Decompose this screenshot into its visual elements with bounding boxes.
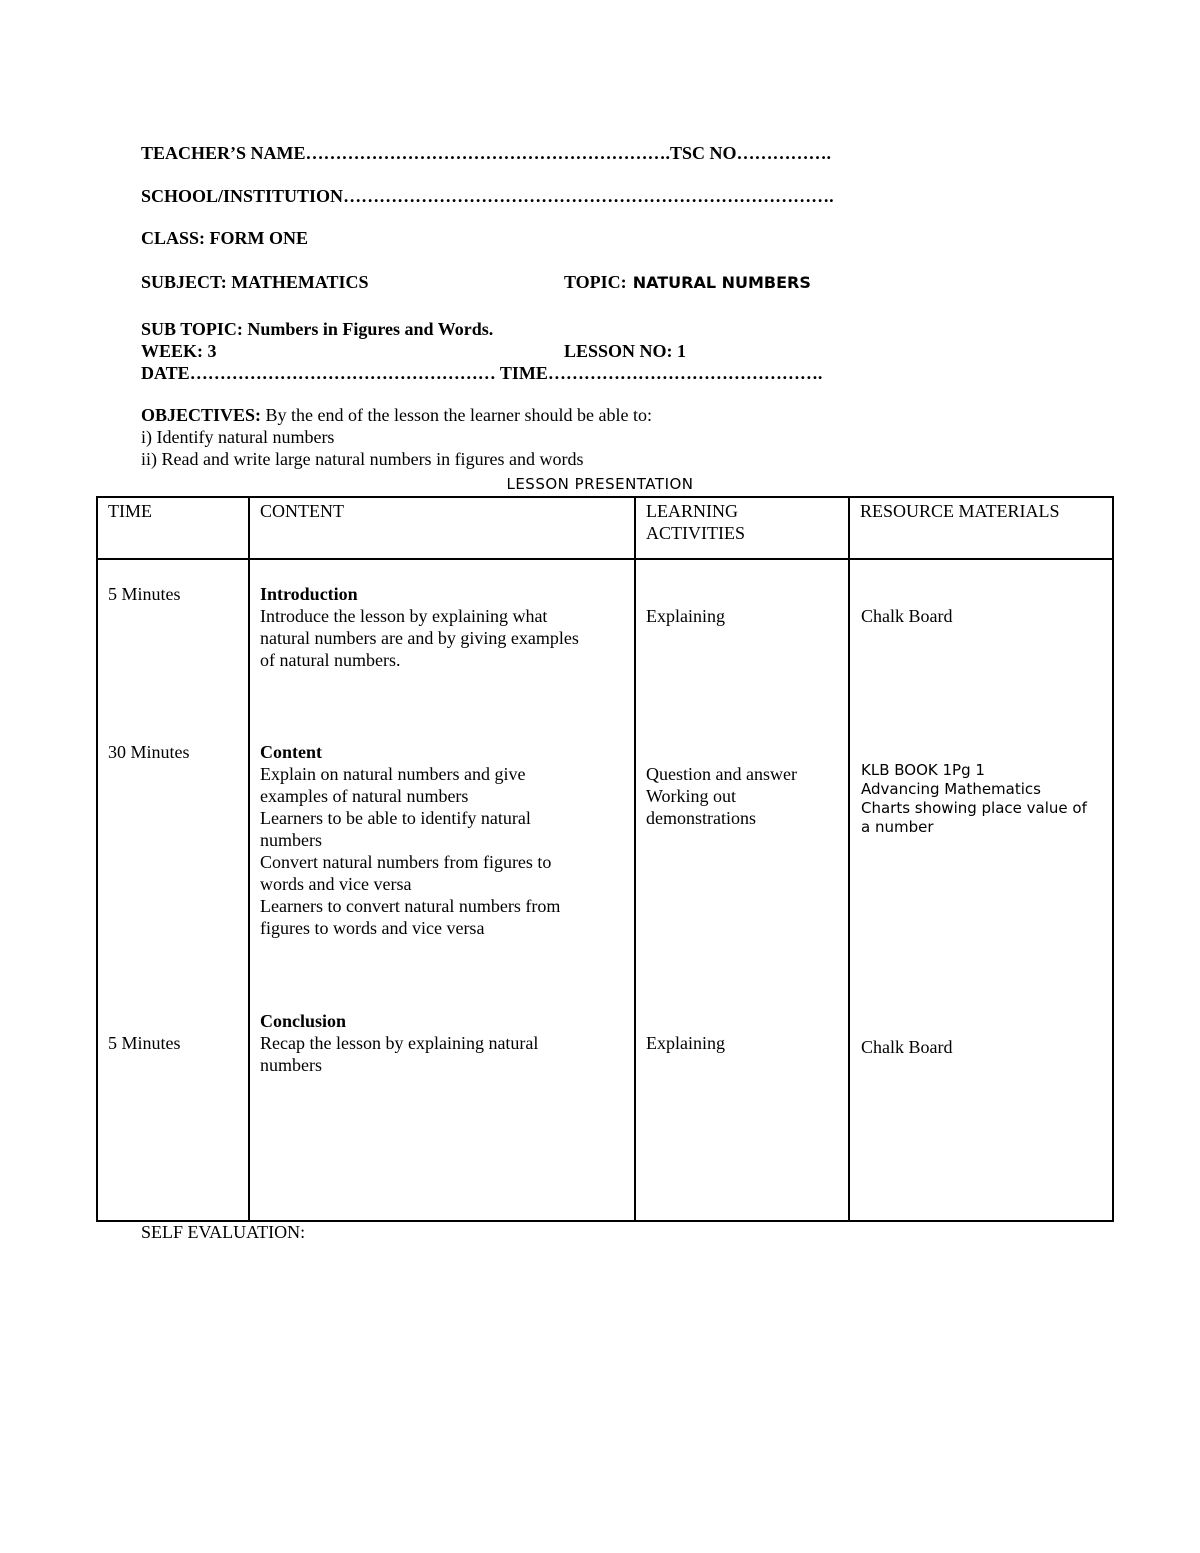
subtopic-label: SUB TOPIC — [141, 319, 237, 339]
header-activities-label-1: LEARNING — [646, 501, 738, 521]
header-content — [249, 497, 635, 559]
row-2-resource: Advancing Mathematics — [861, 780, 1041, 798]
row-2-content-line: numbers — [260, 830, 322, 850]
row-2-activity: demonstrations — [646, 808, 756, 828]
table-body-row — [97, 559, 1113, 1221]
header-resources — [849, 497, 1113, 559]
lesson-no-line: LESSON NO: 1 — [564, 341, 687, 361]
row-2-resource: a number — [861, 818, 934, 836]
row-2-content-line: examples of natural numbers — [260, 786, 469, 806]
row-1-activities — [646, 605, 725, 627]
objective-2: ii) Read and write large natural numbers in figures and words — [141, 449, 584, 469]
row-2-content-line: Explain on natural numbers and give — [260, 764, 526, 784]
row-2-resources — [861, 761, 1087, 837]
row-2-time: 30 Minutes — [108, 742, 190, 762]
date-time-line — [141, 362, 822, 384]
week-line: WEEK: 3 — [141, 341, 217, 361]
row-2-content — [260, 741, 560, 939]
topic-line — [564, 271, 811, 294]
objective-1: i) Identify natural numbers — [141, 427, 335, 447]
time-dots: ………………………………………. — [547, 363, 823, 383]
subject-label: SUBJECT — [141, 272, 221, 292]
subtopic-value: : Numbers in Figures and Words. — [236, 319, 494, 339]
activities-column — [635, 559, 849, 1221]
teacher-name-line — [141, 142, 831, 164]
header-activities-label-2: ACTIVITIES — [646, 523, 745, 543]
row-2-content-line: Convert natural numbers from figures to — [260, 852, 552, 872]
row-2-resource: Charts showing place value of — [861, 799, 1087, 817]
row-3-content — [260, 1010, 538, 1076]
teacher-name-dots: ……………………………………………………. — [305, 143, 671, 163]
table-header-row — [97, 497, 1113, 559]
time-label: TIME — [499, 363, 548, 383]
content-column — [249, 559, 635, 1221]
row-2-content-line: Learners to be able to identify natural — [260, 808, 531, 828]
row-3-content-title: Conclusion — [260, 1011, 347, 1031]
row-2-activity: Question and answer — [646, 764, 797, 784]
row-1-content — [260, 583, 579, 671]
tsc-no-label: TSC NO — [670, 143, 737, 163]
school-line — [141, 185, 834, 207]
objectives-intro: By the end of the lesson the learner should be able to: — [261, 405, 652, 425]
date-label: DATE — [141, 363, 190, 383]
subtopic-line — [141, 318, 493, 340]
row-3-resource: Chalk Board — [861, 1037, 953, 1057]
header-time-label: TIME — [108, 501, 152, 521]
row-1-activity: Explaining — [646, 606, 725, 626]
row-1-resources — [861, 605, 953, 627]
objectives-label: OBJECTIVES: — [141, 405, 262, 425]
objectives-line — [141, 404, 652, 426]
school-label: SCHOOL/INSTITUTION — [141, 186, 344, 206]
tsc-no-dots: ……………. — [736, 143, 832, 163]
subject-value: : MATHEMATICS — [220, 272, 369, 292]
row-3-content-line: Recap the lesson by explaining natural — [260, 1033, 539, 1053]
class-line: CLASS: FORM ONE — [141, 228, 309, 248]
row-2-content-title: Content — [260, 742, 322, 762]
time-column — [97, 559, 249, 1221]
row-2-content-line: figures to words and vice versa — [260, 918, 485, 938]
row-3-resources — [861, 1036, 953, 1058]
resources-column — [849, 559, 1113, 1221]
lesson-presentation-table — [96, 496, 1114, 1222]
header-resources-label: RESOURCE MATERIALS — [860, 501, 1060, 521]
row-2-resource: KLB BOOK 1Pg 1 — [861, 761, 985, 779]
row-2-content-line: words and vice versa — [260, 874, 412, 894]
table-caption: LESSON PRESENTATION — [506, 475, 694, 493]
topic-value: NATURAL NUMBERS — [632, 273, 811, 292]
school-dots: ………………………………………………………………………. — [343, 186, 834, 206]
row-2-activity: Working out — [646, 786, 737, 806]
row-3-activities — [646, 1032, 725, 1054]
row-2-content-line: Learners to convert natural numbers from — [260, 896, 561, 916]
row-1-content-line: natural numbers are and by giving examples — [260, 628, 579, 648]
row-1-time: 5 Minutes — [108, 584, 181, 604]
row-1-resource: Chalk Board — [861, 606, 953, 626]
header-content-label: CONTENT — [260, 501, 344, 521]
row-1-content-line: Introduce the lesson by explaining what — [260, 606, 548, 626]
row-3-content-line: numbers — [260, 1055, 322, 1075]
row-3-activity: Explaining — [646, 1033, 725, 1053]
header-activities — [635, 497, 849, 559]
row-2-activities — [646, 763, 797, 829]
row-1-content-title: Introduction — [260, 584, 358, 604]
self-evaluation-label: SELF EVALUATION: — [141, 1222, 306, 1242]
row-1-content-line: of natural numbers. — [260, 650, 401, 670]
subject-line — [141, 271, 369, 293]
header-time — [97, 497, 249, 559]
date-dots: …………………………………………… — [189, 363, 496, 383]
topic-label: TOPIC: — [564, 272, 627, 292]
teacher-name-label: TEACHER’S NAME — [141, 143, 306, 163]
row-3-time: 5 Minutes — [108, 1033, 181, 1053]
